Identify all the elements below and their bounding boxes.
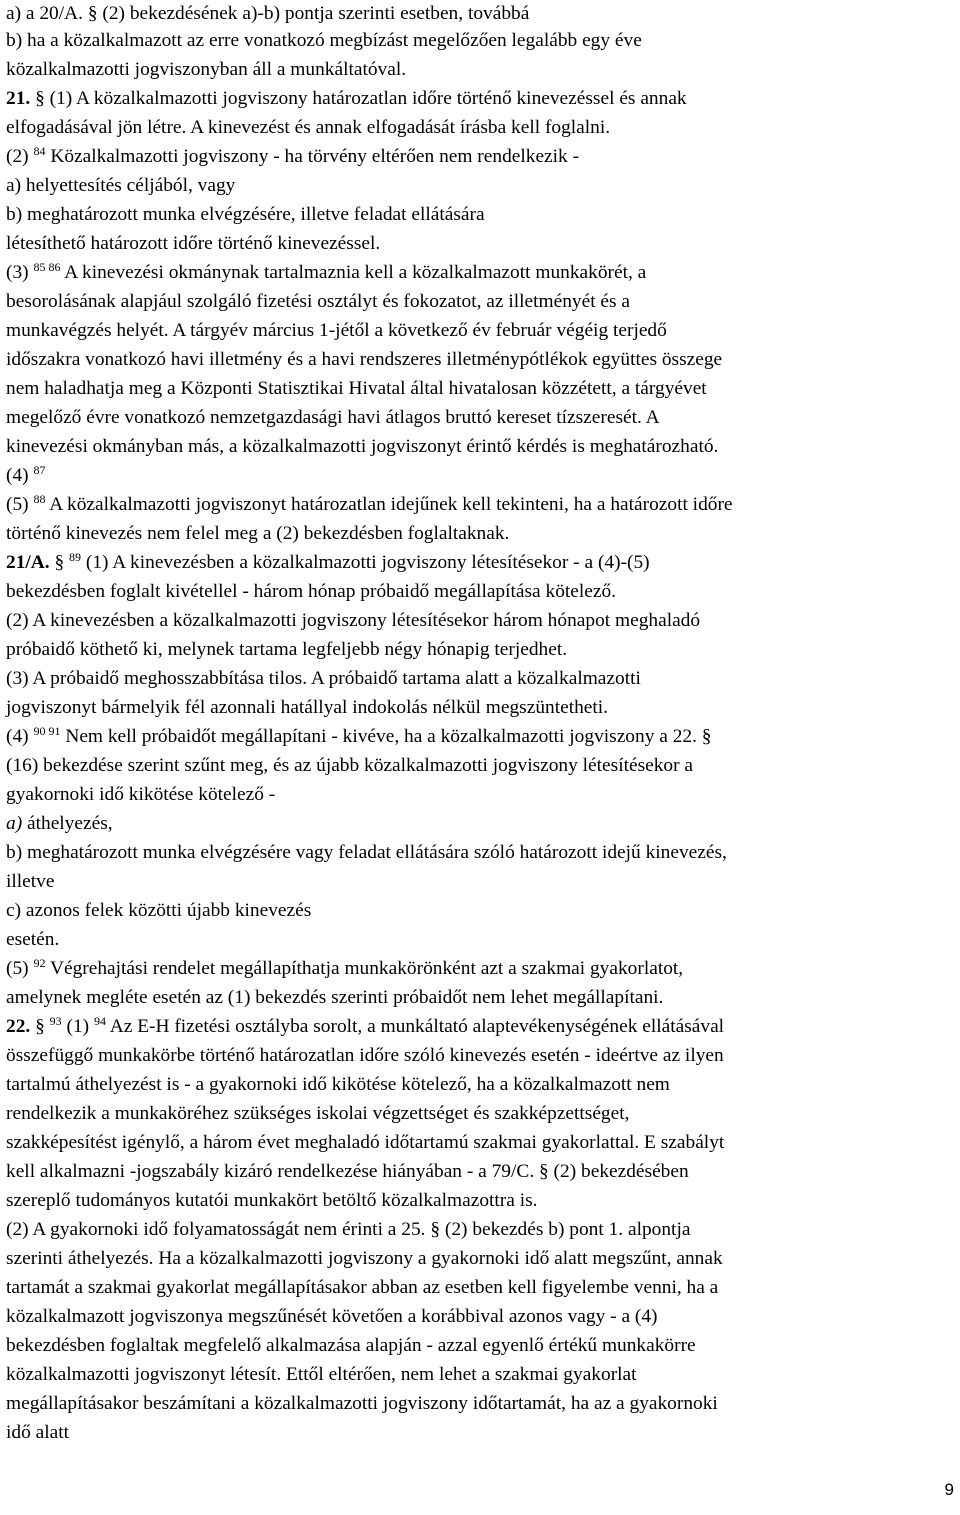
section-number: 22. (6, 1016, 31, 1037)
text-line (6, 1129, 724, 1158)
text-run: A közalkalmazotti jogviszonyt határozatlan idejűnek kell tekinteni, ha a határozott időre (45, 494, 733, 515)
text-run: tartalmú áthelyezést is - a gyakornoki idő kikötése kötelező, ha a közalkalmazott nem (6, 1074, 670, 1095)
text-run: szerinti áthelyezés. Ha a közalkalmazotti jogviszony a gyakornoki idő alatt megszűnt, annak (6, 1248, 723, 1269)
text-run: (3) A próbaidő meghosszabbítása tilos. A próbaidő tartama alatt a közalkalmazotti (6, 668, 641, 689)
text-run: közalkalmazotti jogviszonyban áll a munkáltatóval. (6, 59, 407, 80)
text-run: (4) (6, 726, 34, 747)
text-run: (5) (6, 494, 34, 515)
text-run: próbaidő köthető ki, melynek tartama legfeljebb négy hónapig terjedhet. (6, 639, 568, 660)
text-line (6, 27, 642, 56)
text-run: idő alatt (6, 1422, 70, 1443)
text-run: § (30, 1016, 50, 1037)
text-line (6, 259, 646, 288)
text-run: megelőző évre vonatkozó nemzetgazdasági havi átlagos bruttó kereset tízszeresét. A (6, 407, 660, 428)
text-line (6, 926, 59, 955)
text-run: szereplő tudományos kutatói munkakört betöltő közalkalmazottra is. (6, 1190, 538, 1211)
text-line (6, 143, 579, 172)
text-line (6, 1274, 718, 1303)
page-number: 9 (944, 1480, 954, 1499)
text-line (6, 1158, 689, 1187)
section-number: 21/A. (6, 552, 50, 573)
text-run: Közalkalmazotti jogviszony - ha törvény eltérően nem rendelkezik - (45, 146, 580, 167)
text-line (6, 1245, 723, 1274)
text-line (6, 1071, 670, 1100)
footnote-ref: 94 (93, 1014, 106, 1028)
text-line (6, 694, 608, 723)
text-run: b) (548, 1219, 565, 1240)
footnote-ref: 90 91 (33, 724, 61, 738)
text-run: áthelyezés, (22, 813, 113, 834)
text-line (6, 549, 650, 578)
text-run: b) meghatározott munka elvégzésére, illetve feladat ellátására (6, 204, 485, 225)
text-run: (1) (61, 1016, 94, 1037)
text-run: gyakornoki idő kikötése kötelező - (6, 784, 276, 805)
text-run: A kinevezési okmánynak tartalmaznia kell a közalkalmazott munkakörét, a (60, 262, 647, 283)
footnote-ref: 89 (69, 550, 82, 564)
text-line (6, 1332, 696, 1361)
text-line (6, 781, 275, 810)
text-line (6, 897, 311, 926)
text-run: Az E-H fizetési osztályba sorolt, a munkáltató alaptevékenységének ellátásával (105, 1016, 725, 1037)
text-line (6, 85, 687, 114)
text-run: § (49, 552, 70, 573)
text-line (6, 723, 711, 752)
text-line (6, 607, 700, 636)
section-number: 21. (6, 88, 31, 109)
text-line (6, 56, 406, 85)
text-line (6, 578, 616, 607)
text-run: elfogadásával jön létre. A kinevezést és annak elfogadását írásba kell foglalni. (6, 117, 611, 138)
text-run: közalkalmazotti jogviszonyt létesít. Ettől eltérően, nem lehet a szakmai gyakorlat (6, 1364, 637, 1385)
text-run: megállapításakor beszámítani a közalkalmazotti jogviszony időtartamát, ha az a gyakornoki (6, 1393, 718, 1414)
footnote-ref: 84 (33, 144, 46, 158)
text-line (6, 317, 667, 346)
text-line (6, 1042, 724, 1071)
text-line (6, 288, 630, 317)
text-run: létesíthető határozott időre történő kinevezéssel. (6, 233, 381, 254)
text-line (6, 520, 509, 549)
text-run: bekezdésben foglalt kivétellel - három hónap próbaidő megállapítása kötelező. (6, 581, 617, 602)
text-line (6, 1390, 718, 1419)
text-run: (5) (6, 958, 34, 979)
text-line (6, 230, 380, 259)
text-run: történő kinevezés nem felel meg a (2) bekezdésben foglaltaknak. (6, 523, 510, 544)
text-line (6, 1100, 629, 1129)
text-run: b) meghatározott munka elvégzésére vagy feladat ellátására szóló határozott idejű kinevezés, (6, 842, 727, 863)
text-run: jogviszonyt bármelyik fél azonnali hatállyal indokolás nélkül megszüntetheti. (6, 697, 609, 718)
text-run: esetén. (6, 929, 60, 950)
text-run: Végrehajtási rendelet megállapíthatja munkakörönként azt a szakmai gyakorlatot, (45, 958, 684, 979)
text-run: tartamát a szakmai gyakorlat megállapításakor abban az esetben kell figyelembe venni, ha a (6, 1277, 719, 1298)
text-run: amelynek megléte esetén az (1) bekezdés szerinti próbaidőt nem lehet megállapítani. (6, 987, 664, 1008)
text-run: (4) (6, 465, 34, 486)
text-run: a) a 20/A. § (2) bekezdésének a)-b) pontja szerinti esetben, továbbá (6, 3, 530, 24)
footnote-ref: 92 (33, 956, 46, 970)
text-run: összefüggő munkakörbe történő határozatlan időre szóló kinevezés esetén - ideértve az ilyen (6, 1045, 724, 1066)
text-run: (2) (6, 146, 34, 167)
text-line (6, 868, 54, 897)
text-run: illetve (6, 871, 55, 892)
text-run: közalkalmazott jogviszonya megszűnését követően a korábbival azonos vagy - a (4) (6, 1306, 658, 1327)
text-run: (16) bekezdése szerint szűnt meg, és az újabb közalkalmazotti jogviszony létesítésekor a (6, 755, 694, 776)
text-run: kell alkalmazni -jogszabály kizáró rendelkezése hiányában - a 79/C. § (2) bekezdésében (6, 1161, 689, 1182)
text-line (6, 665, 641, 694)
footnote-ref: 93 (49, 1014, 62, 1028)
text-run: a) helyettesítés céljából, vagy (6, 175, 236, 196)
text-line (6, 1013, 724, 1042)
text-line (6, 114, 610, 143)
text-run: c) azonos felek közötti újabb kinevezés (6, 900, 312, 921)
text-run: bekezdésben foglaltak megfelelő alkalmazása alapján - azzal egyenlő értékű munkakörre (6, 1335, 696, 1356)
footnote-ref: 88 (33, 492, 46, 506)
text-line (6, 752, 693, 781)
text-line (6, 636, 567, 665)
text-run: (2) A gyakornoki idő folyamatosságát nem érinti a 25. § (2) bekezdés (6, 1219, 549, 1240)
text-line (6, 491, 733, 520)
text-run: nem haladhatja meg a Központi Statisztikai Hivatal által hivatalosan közzétett, a tárgyévet (6, 378, 707, 399)
text-line (6, 955, 683, 984)
text-run: Nem kell próbaidőt megállapítani - kivéve, ha a közalkalmazotti jogviszony a 22. § (60, 726, 712, 747)
text-run: rendelkezik a munkaköréhez szükséges iskolai végzettséget és szakképzettséget, (6, 1103, 630, 1124)
italic-text: a) (6, 813, 23, 834)
text-line (6, 1216, 690, 1245)
text-run: szakképesítést igénylő, a három évet meghaladó időtartamú szakmai gyakorlattal. E szabályt (6, 1132, 725, 1153)
text-run: b) ha a közalkalmazott az erre vonatkozó megbízást megelőzően legalább egy éve (6, 30, 642, 51)
text-line (6, 0, 529, 29)
text-run: munkavégzés helyét. A tárgyév március 1-jétől a következő év február végéig terjedő (6, 320, 667, 341)
text-run: időszakra vonatkozó havi illetmény és a havi rendszeres illetménypótlékok együttes összege (6, 349, 723, 370)
footnote-ref: 85 86 (33, 260, 61, 274)
text-run: § (1) A közalkalmazotti jogviszony határozatlan időre történő kinevezéssel és annak (30, 88, 687, 109)
text-run: (1) A kinevezésben a közalkalmazotti jogviszony létesítésekor - a (4)-(5) (81, 552, 650, 573)
text-line (6, 1187, 538, 1216)
text-run: (2) A kinevezésben a közalkalmazotti jogviszony létesítésekor három hónapot meghaladó (6, 610, 701, 631)
text-line (6, 462, 45, 491)
text-line (6, 201, 485, 230)
text-line (6, 1419, 69, 1448)
text-run: (3) (6, 262, 34, 283)
text-line (6, 375, 707, 404)
text-line (6, 346, 722, 375)
text-line (6, 810, 113, 839)
text-run: pont 1. alpontja (564, 1219, 691, 1240)
text-line (6, 433, 718, 462)
text-line (6, 172, 235, 201)
text-line (6, 1303, 658, 1332)
text-run: kinevezési okmányban más, a közalkalmazotti jogviszonyt érintő kérdés is meghatározható. (6, 436, 719, 457)
text-line (6, 839, 727, 868)
text-run: besorolásának alapjául szolgáló fizetési osztályt és fokozatot, az illetményét és a (6, 291, 631, 312)
text-line (6, 984, 663, 1013)
text-line (6, 404, 660, 433)
text-line (6, 1361, 637, 1390)
footnote-ref: 87 (33, 463, 46, 477)
